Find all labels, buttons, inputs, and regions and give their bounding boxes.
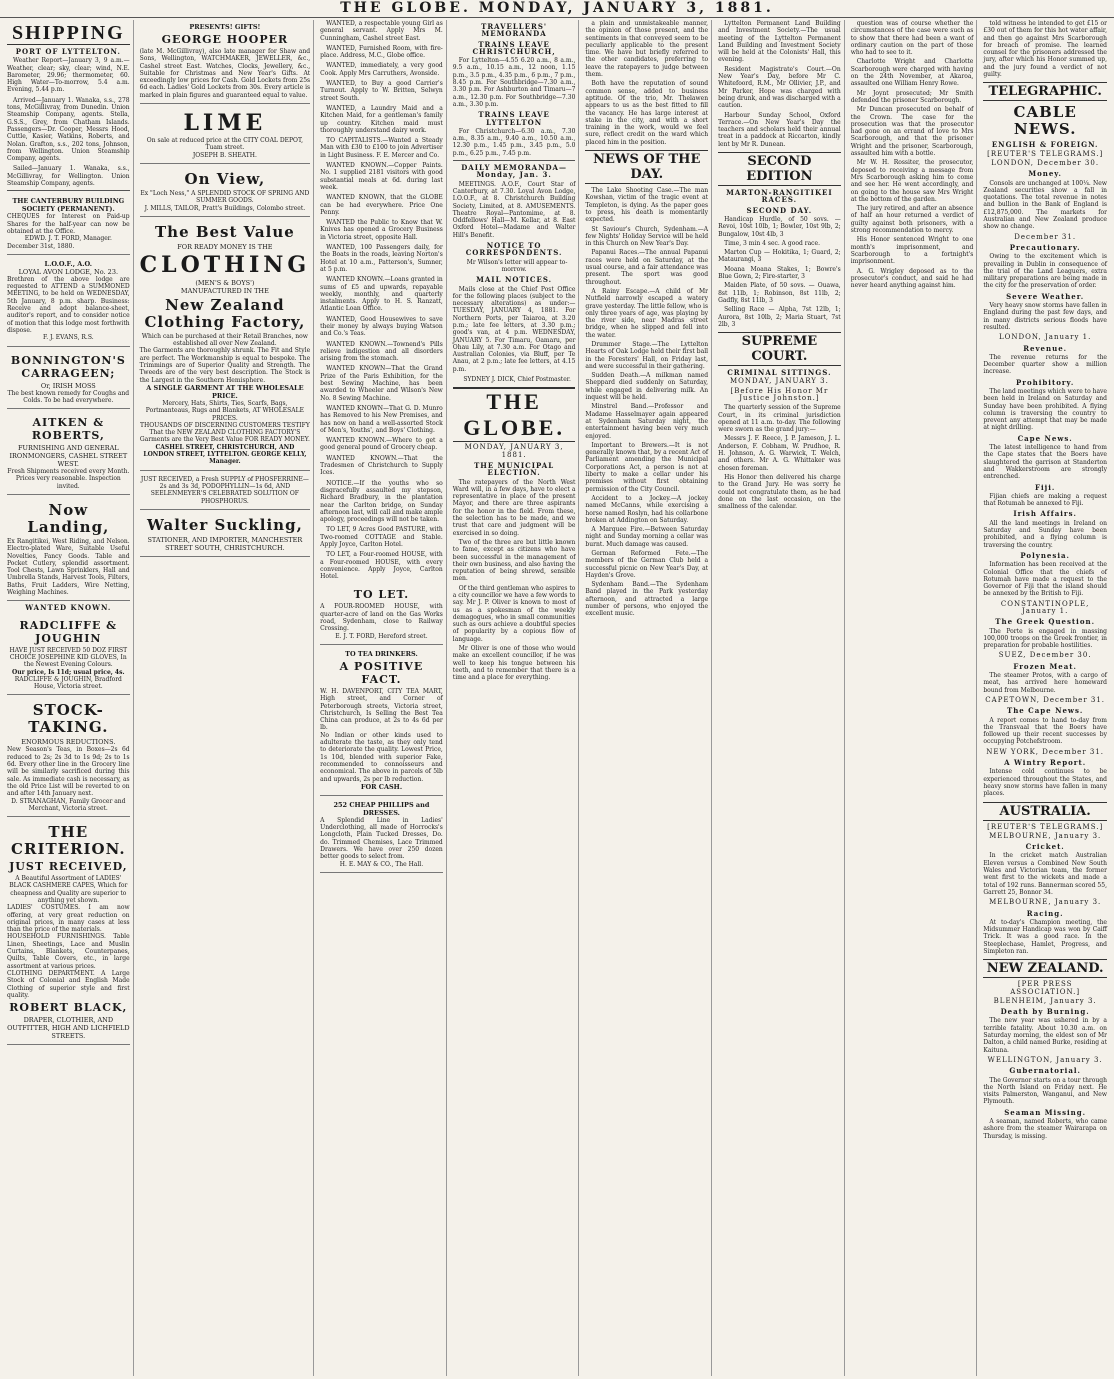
notice-title: NOTICE TO CORRESPONDENTS. [465,241,563,258]
daily-memoranda-title: DAILY MEMORANDA—Monday, Jan. 3. [461,163,567,180]
mail-notices: Mails close at the Chief Post Office for the following places (subject to the necessary alterations) as under:— TUESDAY, JANUARY 4, 1881. For Northern Ports, per Taiaroa, at 3.20 p.m.; late fee letters, at 3.30 p.m.; good's van, at 4 p.m. WEDNESDAY, JANUARY 5. For Timaru, Oamaru, per Ohau Lily, at 7.30 a.m. For Otago and Australian Colonies, via Bluff, per Te Anau, at 2 p.m.; late fee letters, at 4.15 p.m. [452,285,576,373]
news-item: Minstrel Band.—Professor and Madame Hasselmayer again appeared at Sydenham Saturday night, the entertainment having been very much enjoyed. [585,403,709,440]
precaution-body: Owing to the excitement which is prevailing in Dublin in consequence of the trial of the Land Leaguers, extra military preparations are being made in the city for the preservation of order. [983,253,1107,290]
court-paragraph: The jury retired, and after an absence of half an hour returned a verdict of guilty against both prisoners, with a strong recommendation to mercy. [850,205,974,235]
notice-body: Mr Wilson's letter will appear to-morrow. [466,258,568,273]
to-let-ad: TO LET. A FOUR-ROOMED HOUSE, with quarter-acre of land on the Gas Works road, Sydenham, close to Railway Crossing. E. J. T. FORD, Hereford street. [320,583,443,644]
court-paragraph: Mr Duncan prosecuted on behalf of the Crown. The case for the prosecution was that the prosecutor had gone on an errand of love to Mrs Scarborough, and that the prisoner Wright and the prisoner, Scarborough, assaulted him with a bottle. [850,106,974,158]
court-paragraph: A. G. Wrigley deposed as to the prosecutor's conduct, and said he had never heard anything against him. [850,267,974,290]
wanted-ad: NOTICE.—If the youths who so disgracefully assaulted my stepson, Richard Bradbury, in the plantation near the Carlton bridge, on Sunday afternoon last, will call and make ample apology, proceedings will not be taken. [320,479,443,524]
mail-notices-title: MAIL NOTICES. [476,275,553,285]
dateline-new-york: NEW YORK, December 31. [986,747,1105,756]
irish-body: All the land meetings in Ireland on Saturday and Sunday have been prohibited, and a flying column is traversing the country. [983,519,1107,549]
wanted-ads-list [320,20,443,580]
aitken-roberts-ad: AITKEN & ROBERTS, FURNISHING AND GENERAL IRONMONGERS, CASHEL STREET WEST. Fresh Shipments received every Month. Prices very reasonable. Inspection invited. [7,411,130,495]
on-view-ad: On View, Ex "Loch Ness," A SPLENDID STOCK OF SPRING AND SUMMER GOODS. J. MILLS, TAILOR, Pratt's Buildings, Colombo street. [140,166,311,217]
masthead: THE GLOBE. MONDAY, JANUARY 3, 1881. [0,0,1114,18]
supreme-court-title: SUPREME COURT. [718,332,841,366]
aus-reuters-label: [REUTER'S TELEGRAMS.] [987,822,1104,831]
news-item: Sydenham Band.—The Sydenham Band played in the Park yesterday afternoon, and attracted a large number of persons, who enjoyed the excellent music. [585,581,709,618]
cricket-body: In the cricket match Australian Eleven versus a Combined New South Wales and Victorian team, the former went first to the wickets and made a total of 192 runs. Bannerman scored 55, Garrett 25, Bonnor 34. [983,852,1107,896]
column-6 [715,20,845,1376]
death-body: The new year was ushered in by a terrible fatality. About 10.30 a.m. on Saturday morning, the eldest son of Mr Dalton, a child named Burke, residing at Kaituna. [983,1017,1107,1054]
wanted-ad: TO CAPITALISTS.—Wanted a Steady Man with £30 to £100 to join Advertiser in Light Business. F. E. Mercer and Co. [320,137,443,159]
news-items [585,187,708,618]
wanted-ad: WANTED the Public to Know that W. Knives has opened a Grocery Business in Victoria street, opposite Hall. [320,219,443,241]
race-result: Moana Moana Stakes, 1; Bowre's Blue Gown, 2; Fire-starter, 3 [718,265,841,281]
wanted-ad: WANTED KNOWN.—Loans granted in sums of £5 and upwards, repayable weekly, monthly, and quarterly instalments. Apply to H. S. Ranzatt, Atlantic Loan Office. [320,276,443,313]
criterion-ad: THE CRITERION. JUST RECEIVED, A Beautiful Assortment of LADIES' BLACK CASHMERE CAPES, Which for cheapness and Quality are superior to anything yet shown. LADIES' COSTUMES. I am now offering, at very great reduction on original prices, in many cases at less than the price of the materials. HOUSEHOLD FURNISHINGS. Table Linen, Sheetings, Lace and Muslin Curtains, Blankets, Counterpanes, Quilts, Table Covers, etc., in large assortment at various prices. CLOTHING DEPARTMENT. A Large Stock of Colonial and English Made Clothing of superior style and first quality. ROBERT BLACK, DRAPER, CLOTHIER, AND OUTFITTER, HIGH AND LICHFIELD STREETS. [7,819,130,1045]
dateline-constantinople: CONSTANTINOPLE, January 1. [1000,599,1090,615]
fiji-title: Fiji. [1035,482,1056,492]
daily-memoranda: MEETINGS. A.O.F., Court Star of Canterbury, at 7.30. Loyal Avon Lodge, I.O.O.F., at 8. Christchurch Building Society, Limited, at 8. AMUSEMENTS. Theatre Royal—Pantomime, at 8. Oddfellows' Hall—M. Kellar, at 8. East Oxford Hotel—Madame and Walter Hill's Benefit. [452,180,576,239]
clothing-factory-ad: The Best Value FOR READY MONEY IS THE CLOTHING (MEN'S & BOYS') MANUFACTURED IN THE New Zealand Clothing Factory, Which can be purchased at their Retail Branches, now established all over New Zealand. The Garments are thoroughly shrunk. The Fit and Style are perfect. The Workmanship is equal to bespoke. The Trimmings are of Superior Quality and Strength. The Tweeds are of the very best description. The Stock is the Largest in the Southern Hemisphere. A SINGLE GARMENT AT THE WHOLESALE PRICE. Mercery, Hats, Shirts, Ties, Scarfs, Bags, Portmanteaus, Rugs and Blankets, AT WHOLESALE PRICES. THOUSANDS OF DISCERNING CUSTOMERS TESTIFY That the NEW ZEALAND CLOTHING FACTORY'S Garments are the Very Best Value FOR READY MONEY. CASHEL STREET, CHRISTCHURCH, AND LONDON STREET, LYTTELTON. GEORGE KELLY, Manager. [140,219,311,471]
arrived-list: Arrived—January 1. Wanaka, s.s., 278 tons, McGillivray, from Dunedin. Union Steamship Company, agents. Stella, G.S.S., Grey, from Chatham Islands. Passengers—Dr. Cooper, Messrs Hood, Cuttle, Kasier, Watkins, Roberts, and Nolan. Grafton, s.s., 202 tons, Johnson, from Wellington. Union Steamship Company, agents. [7,96,130,163]
trains-christchurch-title: TRAINS LEAVE CHRISTCHURCH, [472,39,556,56]
wanted-ad: WANTED KNOWN.—Copper Paints. No. 1 supplied 2181 visitors with good substantial meals at 6d. during last week. [320,162,443,191]
dateline-capetown: CAPETOWN, December 31. [985,695,1106,704]
shipping-title: SHIPPING [7,22,130,45]
irish-title: Irish Affairs. [1013,509,1077,519]
lime-ad: LIME On sale at reduced price at the CITY COAL DEPOT, Tuam street. JOSEPH B. SHEATH. [140,106,311,164]
death-title: Death by Burning. [1000,1007,1090,1017]
news-item: German Reformed Fete.—The members of the German Club held a successful picnic on New Year's Day, at Hayden's Grove. [585,550,709,579]
column-8 [980,20,1110,1376]
wanted-ad: WANTED KNOWN, that the GLOBE can be had everywhere. Price One Penny. [320,194,443,216]
election-continued: a plain and unmistakeable manner, the opinion of those present, and the sentiments in that conveyed seem to be peculiarly applicable to the present time. We have but briefly referred to the other candidates, preferring to leave the ratepayers to judge between them. Both have the reputation of sound common sense, added to business aptitude. Of the trio, Mr. Thelawen appears to us as the best fitted to fill the vacancy. He has large interest at stake in the city, and with a short training in the work, would we feel sure, reflect credit on the ward which placed him in the position. [585,20,709,146]
prohibitory-body: The land meetings which were to have been held in Ireland on Saturday and Sunday have been prohibited. A flying column is traversing the country to prevent any attempt that may be made at night drilling. [983,387,1107,432]
column-3 [317,20,447,1376]
wanted-ad: WANTED, Good Housewives to save their money by always buying Watson and Co.'s Teas. [320,315,443,338]
gubernatorial-body: The Governor starts on a tour through the North Island on Friday next. He visits Palmerston, Wanganui, and New Plymouth. [983,1076,1107,1106]
telegraphic-title: TELEGRAPHIC. [983,82,1107,101]
news-item: Sudden Death.—A milkman named Sheppard died suddenly on Saturday, while engaged in delivering milk. An inquest will be held. [585,372,709,402]
racing-body: At to-day's Champion meeting, the Midsummer Handicap was won by Caiff Trick. It was a good race. In the Steeplechase, Hamlet, Progress, and Simpleton ran. [983,918,1107,955]
cape-news-body: A report comes to hand to-day from the Transvaal that the Boers have followed up their recent successes by occupying Potchefstroom. [983,716,1107,746]
dateline-london-3: LONDON, January 1. [998,333,1092,342]
column-2 [137,20,315,1376]
wintry-report-body: Intense cold continues to be experienced throughout the States, and heavy snow storms have fallen in many places. [983,768,1107,798]
dateline-london-1: LONDON, December 30. [991,158,1100,167]
news-item: Papanui Races.—The annual Papanui races were held on Saturday, at the usual course, and a fair attendance was present. The sport was good throughout. [585,249,709,286]
wintry-report-title: A Wintry Report. [1004,758,1087,768]
cable-news-sub: ENGLISH & FOREIGN. [991,140,1099,150]
court-paragraph: Mr Joynt prosecuted; Mr Smith defended the prisoner Scarborough. [850,89,974,104]
column-7 [848,20,978,1376]
precaution-title: Precautionary. [1009,242,1081,252]
court-paragraph: Mr W. H. Rossiter, the prosecutor, deposed to receiving a message from Mrs Scarborough asking him to come and see her. He went accordingly, and on going to the house saw Mrs Wright at the bottom of the garden. [850,159,974,203]
dateline-london-2: December 31. [1014,232,1077,241]
press-association-label: [PER PRESS ASSOCIATION.] [1010,980,1081,996]
race-results [718,216,841,328]
fiji-body: Fijian chiefs are making a request that Rotumah be annexed to Fiji. [983,492,1107,508]
races-sub: SECOND DAY. [746,205,813,215]
storms-title: Severe Weather. [1006,291,1085,301]
radcliffe-ad: RADCLIFFE & JOUGHIN HAVE JUST RECEIVED 50 DOZ FIRST CHOICE JOSEPHINE KID GLOVES, In the Newest Evening Colours. Our price, Is 11d; usual price, 4s. RADCLIFFE & JOUGHIN, Bradford House, Victoria street. [7,614,130,696]
wanted-ad: WANTED KNOWN.—Townend's Pills relieve indigestion and all disorders arising from the stomach. [320,340,443,363]
court-report-continued [851,20,974,289]
walter-suckling-ad: Walter Suckling, STATIONER, AND IMPORTER, MANCHESTER STREET SOUTH, CHRISTCHURCH. [140,512,311,557]
globe-editorial-title: THE GLOBE. [453,387,576,442]
new-zealand-title: NEW ZEALAND. [983,959,1107,978]
stock-taking-ad: STOCK-TAKING. ENORMOUS REDUCTIONS. New Season's Teas, in Boxes—2s 6d reduced to 2s; 2s 3d to 1s 9d; 2s to 1s 6d. Every other line in the Grocery line will be similarly sacrificed during this sale. As immediate cash is necessary, as the old Price List will be reverted to on and after 14th January next. D. STRANAGHAN, Family Grocer and Merchant, Victoria street. [7,697,130,817]
frozen-meat-body: The steamer Protos, with a cargo of meat, has arrived here homeward bound from Melbourne. [983,672,1107,694]
second-edition-title: SECOND EDITION [718,152,841,186]
prohibitory-title: Prohibitory. [1016,377,1075,387]
wanted-ad: WANTED, a respectable young Girl as general servant. Apply Mrs M. Cunningham, Cashel street East. [320,20,443,42]
greek-question-body: The Porte is engaged in massing 100,000 troops on the Greek frontier, in preparation for probable hostilities. [983,627,1107,650]
cheap-dresses-ad: 252 CHEAP PHILLIPS and DRESSES. A Splendid Line in Ladies' Underclothing, all made of Horrocks's Longcloth, Plain Tucked Dresses, Do. do. Trimmed Chemises, Lace Trimmed Drawers. We have over 250 dozen better goods to select from. H. E. MAY & CO., The Hall. [320,798,443,873]
dateline-wellington: WELLINGTON, January 3. [987,1055,1103,1064]
wanted-ad: WANTED, to Buy a good Carrier's Turnout. Apply to W. Britten, Selwyn street South. [320,80,443,102]
frozen-meat-title: Frozen Meat. [1013,661,1077,671]
reuters-label: [REUTER'S TELEGRAMS.] [987,149,1104,158]
court-conclusion: told witness he intended to get £15 or £30 out of them for this hot water affair, and then go against Mrs Scarborough for breach of promise. The learned counsel for the prisoners addressed the jury, after which his Honor summed up, and the jury found a verdict of not guilty. [983,20,1107,79]
court-before: [Before His Honor Mr Justice Johnston.] [730,386,829,402]
hooper-ad: PRESENTS! GIFTS! GEORGE HOOPER (late M. McGillivray), also late manager for Shaw and Sons, Wellington, WATCHMAKER, JEWELLER, &c., Cashel street East. Watches, Clocks, Jewellery, &c., Suitable for Christmas and New Year's Gifts. At exceedingly low prices for Cash. Gold Lockets from 25s 6d each. Ladies' Gold Lockets from 30s. Every article is marked in plain figures and guaranteed equal to value. [140,20,311,104]
news-item: Important to Brewers.—It is not generally known that, by a recent Act of Parliament amending the Municipal Corporations Act, a person is not at liberty to make a cellar under his premises without first obtaining permission of the City Council. [585,441,709,493]
weather-report: Weather Report—January 3, 9 a.m.—Weather, clear; sky, clear; wind, N.E. Barometer, 29.96; thermometer, 60. High Water—To-morrow, 5.4 a.m. Evening, 5.44 p.m. [7,57,130,94]
globe-date: MONDAY, JANUARY 3, 1881. [464,443,564,459]
bonnington-ad: BONNINGTON'S CARRAGEEN; Or, IRISH MOSS The best known remedy for Coughs and Colds. To be had everywhere. [7,349,130,410]
news-item: Drummer Stage.—The Lyttelton Hearts of Oak Lodge held their first ball in the Foresters' Hall, on Friday last, and were successful in their gathering. [585,340,709,370]
newspaper-page [4,20,1110,1376]
australia-title: AUSTRALIA. [983,802,1107,821]
cape-title: Cape News. [1017,433,1073,443]
trains-christchurch: For Lyttelton—4.55 6.20 a.m., 8 a.m., 9.5 a.m., 10.15 a.m., 12 noon, 1.15 p.m., 3.5 p.m., 4.35 p.m., 6 p.m., 7 p.m., 8.45 p.m. For Southbridge—7.30 a.m., 3.30 p.m. For Ashburton and Timaru—7 a.m., 12.30 p.m. For Southbridge—7.30 a.m., 3.30 p.m. [452,57,576,108]
sailed-list: Sailed—January 1. Wanaka, s.s., McGillivray, for Wellington. Union Steamship Company, agents. [7,165,130,188]
dateline-blenheim: BLENHEIM, January 3. [993,996,1097,1005]
election-article: The ratepayers of the North West Ward will, in a few days, have to elect a representative in place of the present Mayor, and there are three aspirants for the honor in the field. From these, the selection has to be made, and we trust that care and judgment will be exercised in so doing. Two of the three are but little known to fame, except as citizens who have been successful in the management of their own business, and also having the reputation of being shrewd, sensible men. Of the third gentleman who aspires to a city councillor we have a few words to say. Mr J. P. Oliver is known to most of us as a spokesman of the weekly demagogues, who in small communities such as ours achieve a doubtful species of popularity by a copious flow of language. Mr Oliver is one of those who would make an excellent councillor, if he was well to keep his tongue between his teeth, and to remember that there is a time and a place for everything. [452,478,576,682]
dateline-melbourne: MELBOURNE, January 3. [989,831,1102,840]
news-of-the-day-title: NEWS OF THE DAY. [585,150,708,184]
polynesia-title: Polynesia. [1020,550,1070,560]
tea-ad: TO TEA DRINKERS. A POSITIVE FACT. W. H. DAVENPORT, CITY TEA MART, High street, and Corner of Peterborough streets, Victoria street, Christchurch, Is Selling the Best Tea China can produce, at 2s to 4s 6d per lb. No Indian or other kinds used to adulterate the taste, as they only tend to deteriorate the quality. Lowest Price, 1s 10d, blended with superior Fake, recommended to connoisseurs and economical. The above in parcels of 5lb and upwards, 2s per lb reduction. FOR CASH. [320,647,443,796]
revenue-body: The revenue returns for the December quarter show a million increase. [983,353,1107,376]
news-item: A Marquee Fire.—Between Saturday night and Sunday morning a cellar was burnt. Much damage was caused. [585,526,709,548]
court-date: MONDAY, JANUARY 3. [729,377,829,386]
canterbury-building-ad: THE CANTERBURY BUILDING SOCIETY (PERMANENT). CHEQUES for Interest on Paid-up Shares for the half-year can now be obtained at the Office. EDWD. J. T. FORD, Manager. December 31st, 1880. [7,194,130,254]
cricket-title: Cricket. [1025,842,1065,852]
wanted-known-heading: WANTED KNOWN. [25,603,112,613]
news-item: A Rainy Escape.—A child of Mr Nutfield narrowly escaped a watery grave yesterday. The little fellow, who is only three years of age, was playing by the river side, near Madras street bridge, when he slipped and fell into the water. [585,287,709,339]
trains-lyttelton: For Christchurch—6.30 a.m., 7.30 a.m., 8.35 a.m., 9.40 a.m., 10.50 a.m., 12.30 p.m., 1.45 p.m., 3.45 p.m., 5.0 p.m., 6.25 p.m., 7.45 p.m. [452,127,576,157]
wanted-ad: WANTED, Furnished Room, with fire-place. Address, M.C., Globe office. [320,44,443,60]
news-item: The Lake Shooting Case.—The man Kowshan, victim of the tragic event at Templeton, is dying. As the paper goes to press, his death is momentarily expected. [585,187,709,224]
seaman-title: Seaman Missing. [1004,1107,1087,1117]
seaman-body: A seaman, named Roberts, who came ashore from the steamer Wairarapa on Thursday, is missing. [983,1118,1107,1140]
travellers-title: TRAVELLERS' MEMORANDA [481,22,548,39]
wanted-ad: WANTED KNOWN.—Where to get a good general pound of Grocery cheap. [320,437,443,452]
wanted-ad: WANTED, 100 Passengers daily, for the Boats in the roads, leaving Norton's Hotel at 10 a.m., Patterson's, Sumner, at 5 p.m. [320,244,443,273]
greek-question-title: The Greek Question. [995,617,1096,627]
column-4 [450,20,580,1376]
trains-lyttelton-title: TRAINS LEAVE LYTTELTON [478,110,550,127]
cape-news-title: The Cape News. [1006,706,1084,716]
gubernatorial-title: Gubernatorial. [1009,1066,1081,1076]
wanted-ad: WANTED, a Laundry Maid and a Kitchen Maid, for a gentleman's family up country. Kitchen maid must thoroughly understand dairy work. [320,104,443,134]
cable-news-title: CABLE NEWS. [1013,103,1077,139]
wanted-ad: WANTED KNOWN—That G. D. Munro has Removed to his New Premises, and has now on hand a well-assorted Stock of Men's, Youths', and Boys' Clothing. [320,404,443,434]
race-result: Time, 3 min 4 sec. A good race. [724,239,820,247]
court-paragraph: Charlotte Wright and Charlotte Scarborough were charged with having on the 24th November, at Akaroa, assaulted one William Henry Rowe. [850,58,974,88]
wanted-ad: TO LET, a Four-roomed HOUSE, with a Four-roomed HOUSE, with every convenience. Apply Joyce, Carlton Hotel. [320,551,443,581]
court-paragraph: His Honor sentenced Wright to one month's imprisonment, and Scarborough to a fortnight's imprisonment. [850,236,974,266]
news-item: St Saviour's Church, Sydenham.—A few Nights' Holiday Service will be held in this Church on New Year's Day. [585,225,709,248]
race-result: Handicap Hurdle, of 50 sovs. — Revoi, 10st 10lb, 1; Bowler, 10st 9lb, 2; Bungalow, 10st 4lb, 3 [718,215,841,238]
court-paragraph: question was of course whether the circumstances of the case were such as to show that there had been a want of ordinary caution on the part of those who had to see to it. [850,20,974,57]
news-item: Accident to a Jockey.—A jockey named McCanns, while exercising a horse named Roslyn, had his collarbone broken at Addington on Saturday. [585,494,709,524]
court-sub: CRIMINAL SITTINGS. [727,368,832,378]
wanted-ad: TO LET, 9 Acres Good PASTURE, with Two-roomed COTTAGE and Stable. Apply Joyce, Carlton Hotel. [320,526,443,548]
dateline-suez: SUEZ, December 30. [998,651,1092,660]
phosphorus-ad: JUST RECEIVED, a Fresh SUPPLY of PHOSFERRINE—2s and 3s 3d, PODOPHYLLIN—1s 6d, AND SEELENMEYER'S CELEBRATED SOLUTION OF PHOSPHORUS. [140,473,311,510]
column-1 [4,20,134,1376]
race-result: Marton Cup — Hokitika, 1; Guard, 2; Mataurangi, 3 [718,249,841,264]
wanted-ad: WANTED, immediately, a very good Cook. Apply Mrs Carruthers, Avonside. [320,62,443,77]
polynesia-body: Information has been received at the Colonial Office that the chiefs of Rotumah have made a request to the Governor of Fiji that the island should be annexed by the British to Fiji. [983,561,1107,598]
port-title: PORT OF LYTTELTON. [15,47,121,56]
court-report: The quarterly session of the Supreme Court, in its criminal jurisdiction opened at 11 a.m. to-day. The following were sworn as the grand jury:— Messrs J. F. Reece, J. P. Jameson, J. L. Anderson, F. Cobham, W. Prudhoe, R. H. Johnson, A. G. Warwick, T. Welch, and others. Mr A. G. Whittaker was chosen foreman. His Honor then delivered his charge to the Grand Jury. He was sorry he could not congratulate them, as he had done on the last occasion, on the smallness of the calendar. [718,404,841,511]
race-result: Maiden Plate, of 50 sovs. — Ouawa, 8st 11lb, 1; Robinson, 8st 11lb, 2; Gadfly, 8st 11lb, 3 [718,282,841,304]
wanted-ad: WANTED KNOWN—That the Grand Prize of the Paris Exhibition, for the best Sewing Machine, has been awarded to Wheeler and Wilson's New No. 8 Sewing Machine. [320,365,443,402]
now-landing-ad: Now Landing, Ex Rangitikei, West Riding, and Nelson. Electro-plated Ware, Suitable Useful Novelties, Fancy Goods. Table and Pocket Cutlery, splendid assortment. Tool Chests, Lawn Sprinklers, Hall and Umbrella Stands, Harvest Tools, Filters, Baths, Fruit Ladders, Wire Netting, Weighing Machines. [7,497,130,601]
wanted-ad: WANTED KNOWN.—That the Tradesmen of Christchurch to Supply Ices. [320,454,443,477]
races-title: MARTON-RANGITIKEI RACES. [726,188,833,205]
column-5 [582,20,712,1376]
money-body: Consols are unchanged at 100¼. New Zealand securities show a fall in quotations. The total revenue in notes and bullion in the Bank of England is £12,875,000. The markets for Australian and New Zealand produce show no change. [983,179,1107,231]
race-result: Selling Race — Alpha, 7st 12lb, 1; Aurora, 8st 10lb, 2; Maria Stuart, 7st 2lb, 3 [718,306,841,328]
revenue-title: Revenue. [1023,343,1068,353]
election-title: THE MUNICIPAL ELECTION. [474,460,555,478]
cape-body: The latest intelligence to hand from the Cape states that the Boers have slaughtered the garrison at Standerton and Wakkerstroom are strongly entrenched. [983,444,1107,481]
news-continued: Lyttelton Permanent Land Building and Investment Society.—The usual meeting of the Lyttelton Permanent Land Building and Investment Society will be held at the Colonists' Hall, this evening. Resident Magistrate's Court.—On New Year's Day, before Mr C. Whitefoord, R.M., Mr Ollivier, J.P., and Mr Parker, Hope was charged with being drunk, and was discharged with a caution. Harbour Sunday School, Oxford Terrace.—On New Year's Day the teachers and scholars held their annual treat in a paddock at Riccarton, kindly lent by Mr R. Dunean. [718,20,841,148]
lodge-ad: L.O.O.F., A.O. LOYAL AVON LODGE, No. 23. Brethren of the above lodge are requested to ATTEND a SUMMONED MEETING, to be held on WEDNESDAY, 5th January, 8 p.m. sharp. Business: Receive and adopt balance-sheet, auditor's report, and to consider notice of motion that this lodge most forthwith dispose. F. J. EVANS, R.S. [7,257,130,347]
racing-title: Racing. [1026,908,1064,918]
dateline-melbourne-2: MELBOURNE, January 3. [989,898,1102,907]
storms-body: Very heavy snow storms have fallen in England during the past few days, and in many districts serious floods have resulted. [983,302,1107,331]
mail-signature: SYDNEY J. DICK, Chief Postmaster. [463,376,571,384]
money-title: Money. [1028,169,1062,179]
